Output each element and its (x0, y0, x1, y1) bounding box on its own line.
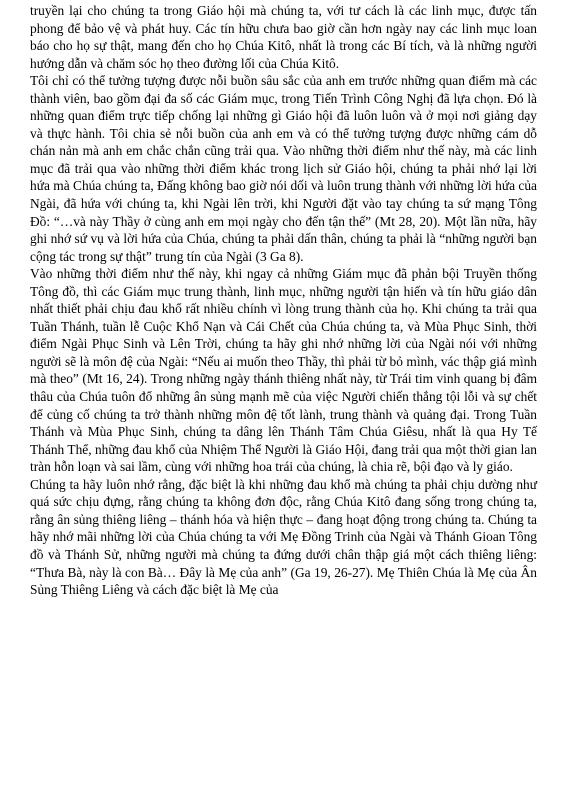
paragraph-2: Tôi chỉ có thể tưởng tượng được nỗi buồn sâu sắc của anh em trước những quan điểm mà các thành viên, bao gồm đại đa số các Giám mục, trong Tiến Trình Công Nghị đã lựa chọn. Đó là những quan điểm trực tiếp chống lại những gì Giáo hội đã luôn luôn và ở mọi nơi giảng dạy và thực hành. Tôi chia sẻ nỗi buồn của anh em và có thể tưởng tượng được những cám dỗ chán nản mà anh em chắc chắn cũng trải qua. Vào những thời điểm như thế này, mà các linh mục đã trải qua vào những thời điểm khác trong lịch sử Giáo hội, chúng ta phải nhớ lại lời hứa mà Chúa chúng ta, Đấng không bao giờ nói dối và luôn trung thành với những lời hứa của Ngài, đã hứa với chúng ta, khi Ngài lên trời, khi Người đặt vào tay chúng ta sứ mạng Tông Đồ: “…và này Thầy ở cùng anh em mọi ngày cho đến tận thế” (Mt 28, 20). Một lần nữa, hãy ghi nhớ sứ vụ và lời hứa của Chúa, chúng ta phải dấn thân, chúng ta phải là “những người bạn cộng tác trong sự thật” trung tín của Ngài (3 Ga 8). (30, 73, 537, 264)
paragraph-3: Vào những thời điểm như thế này, khi ngay cả những Giám mục đã phản bội Truyền thống Tông đồ, thì các Giám mục trung thành, linh mục, những người tận hiến và tín hữu giáo dân nhất thiết phải chịu đau khổ rất nhiều chính vì lòng trung thành của họ. Khi chúng ta trải qua Tuần Thánh, tuần lễ Cuộc Khổ Nạn và Cái Chết của Chúa chúng ta, và Mùa Phục Sinh, thời điểm Ngài Phục Sinh và Lên Trời, chúng ta hãy ghi nhớ những lời của Ngài nói với những người sẽ là môn đệ của Ngài: “Nếu ai muốn theo Thầy, thì phải từ bỏ mình, vác thập giá mình mà theo” (Mt 16, 24). Trong những ngày thánh thiêng nhất này, từ Trái tim vinh quang bị đâm thâu của Chúa tuôn đổ những ân sủng mạnh mẽ của việc Người chiến thắng tội lỗi và sự chết để củng cố chúng ta trở thành những môn đệ tốt lành, trung thành và quảng đại. Trong Tuần Thánh và Mùa Phục Sinh, chúng ta dâng lên Thánh Tâm Chúa Giêsu, nhất là qua Hy Tế Thánh Thể, những đau khổ của Nhiệm Thể Người là Giáo Hội, đang trải qua một thời gian lan tràn hỗn loạn và sai lầm, cùng với những hoa trái của chúng, là chia rẽ, bội đạo và ly giáo. (30, 266, 537, 475)
paragraph-1: truyền lại cho chúng ta trong Giáo hội mà chúng ta, với tư cách là các linh mục, được tấn phong để bảo vệ và phát huy. Các tín hữu chưa bao giờ cần hơn ngày nay các linh mục loan báo cho họ sự thật, mang đến cho họ Chúa Kitô, nhất là trong các Bí tích, và là những người hướng dẫn và chăm sóc họ theo đường lối của Chúa Kitô. (30, 3, 537, 71)
paragraph-4: Chúng ta hãy luôn nhớ rằng, đặc biệt là khi những đau khổ mà chúng ta phải chịu dường như quá sức chịu đựng, rằng chúng ta không đơn độc, rằng Chúa Kitô đang sống trong chúng ta, rằng ân sủng thiêng liêng – thánh hóa và hiện thực – đang hoạt động trong chúng ta. Chúng ta hãy nhớ mãi những lời của Chúa chúng ta với Mẹ Đồng Trinh của Ngài và Thánh Gioan Tông đồ và Thánh Sử, những người mà chúng ta đứng dưới chân thập giá một cách thiêng liêng: “Thưa Bà, này là con Bà… Đây là Mẹ của anh” (Ga 19, 26-27). Mẹ Thiên Chúa là Mẹ của Ân Sủng Thiêng Liêng và cách đặc biệt là Mẹ của (30, 476, 537, 598)
